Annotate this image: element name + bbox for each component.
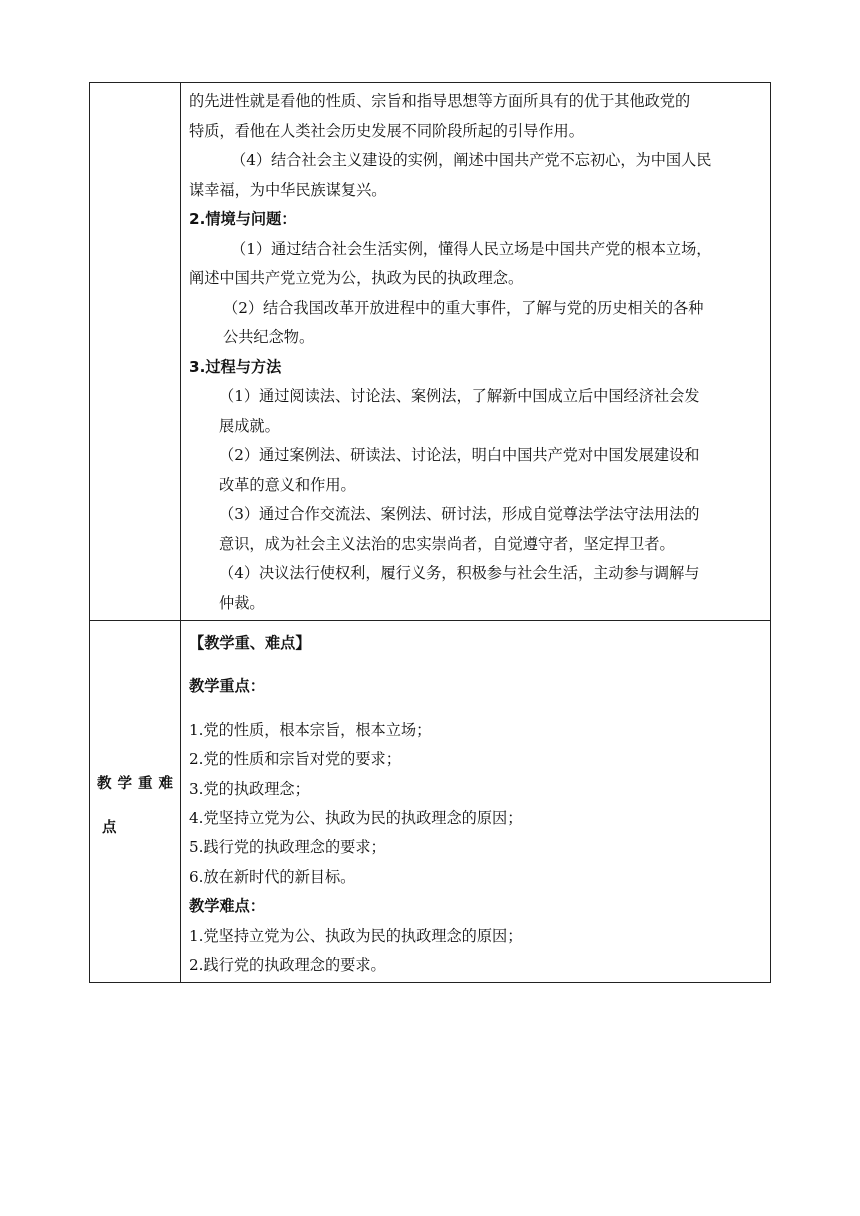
objective-line: （4）结合社会主义建设的实例，阐述中国共产党不忘初心，为中国人民 [231, 151, 712, 169]
objective-line: （2）结合我国改革开放进程中的重大事件，了解与党的历史相关的各种 [223, 298, 704, 317]
key-difficult-heading: 【教学重、难点】 [189, 634, 311, 652]
objective-line: （1）通过阅读法、讨论法、案例法，了解新中国成立后中国经济社会发 [219, 387, 700, 405]
objective-line: 意识，成为社会主义法治的忠实崇尚者，自觉遵守者，坚定捍卫者。 [219, 534, 675, 553]
key-point-item: 5.践行党的执政理念的要求； [189, 838, 386, 857]
objective-line: 特质，看他在人类社会历史发展不同阶段所起的引导作用。 [189, 121, 584, 140]
key-point-item: 2.党的性质和宗旨对党的要求； [189, 750, 401, 769]
key-point-item: 3.党的执政理念； [189, 779, 310, 798]
objective-line: 谋幸福，为中华民族谋复兴。 [189, 180, 387, 199]
lesson-plan-table [89, 82, 771, 983]
key-points-content-cell [181, 621, 770, 982]
objective-line: （2）通过案例法、研读法、讨论法，明白中国共产党对中国发展建设和 [219, 446, 700, 464]
subheading-situation: 2.情境与问题： [189, 210, 297, 228]
objective-line: 公共纪念物。 [223, 328, 315, 346]
objectives-row [90, 83, 770, 620]
objectives-label-cell [90, 83, 181, 620]
objective-line: （3）通过合作交流法、案例法、研讨法，形成自觉尊法学法守法用法的 [219, 505, 700, 523]
key-point-item: 1.党的性质，根本宗旨，根本立场； [189, 720, 432, 739]
objective-line: 展成就。 [219, 416, 280, 435]
objectives-content-cell [181, 83, 770, 620]
objective-line: 仲裁。 [219, 593, 265, 612]
difficult-point-item: 2.践行党的执政理念的要求。 [189, 956, 386, 975]
row-label [90, 762, 180, 850]
row-label-line1: 教学重难 [97, 776, 179, 792]
objective-line: 阐述中国共产党立党为公，执政为民的执政理念。 [189, 269, 524, 287]
objective-line: （4）决议法行使权利，履行义务，积极参与社会生活，主动参与调解与 [219, 564, 700, 582]
key-point-item: 6.放在新时代的新目标。 [189, 867, 356, 886]
difficult-point-item: 1.党坚持立党为公、执政为民的执政理念的原因； [189, 926, 523, 945]
difficult-points-heading: 教学难点： [189, 897, 265, 916]
row-label-line2: 点 [102, 820, 123, 836]
key-points-heading: 教学重点： [189, 677, 265, 696]
objective-line: 的先进性就是看他的性质、宗旨和指导思想等方面所具有的优于其他政党的 [189, 92, 691, 110]
key-points-label-cell [90, 621, 181, 982]
subheading-process: 3.过程与方法 [189, 357, 282, 376]
objective-line: （1）通过结合社会生活实例，懂得人民立场是中国共产党的根本立场， [231, 239, 712, 258]
objective-line: 改革的意义和作用。 [219, 475, 356, 494]
key-point-item: 4.党坚持立党为公、执政为民的执政理念的原因； [189, 809, 523, 828]
key-points-row [90, 620, 770, 982]
